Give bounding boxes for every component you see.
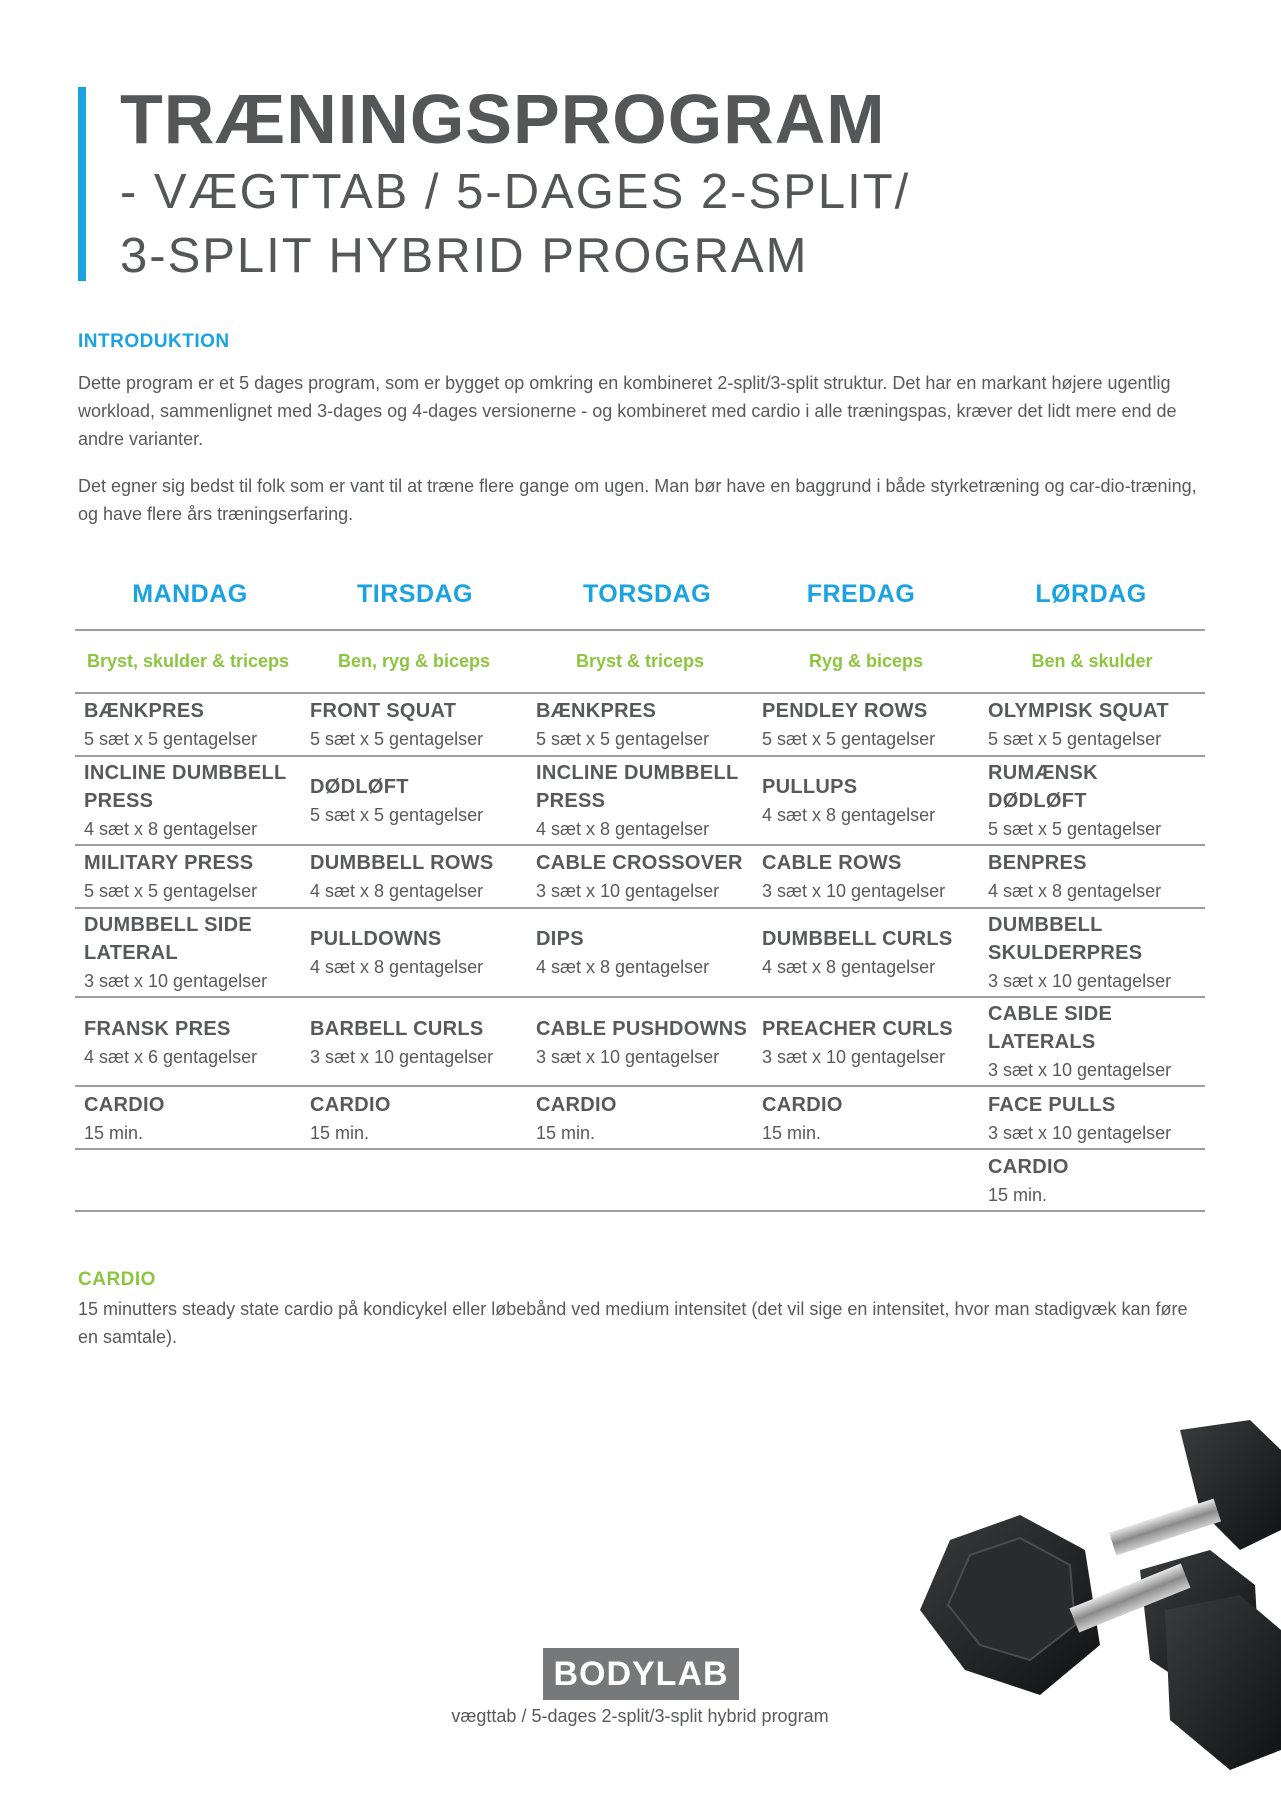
exercise-cell: [988, 911, 1214, 995]
day-header-tirsdag: TIRSDAG: [357, 580, 473, 608]
day-focus-torsdag: Bryst & triceps: [575, 651, 705, 671]
exercise-sets: 3 sæt x 10 gentagelser: [762, 1047, 946, 1067]
table-divider: [75, 996, 1205, 998]
table-divider: [75, 629, 1205, 631]
exercise-name: FRONT SQUAT: [310, 700, 457, 722]
exercise-name: RUMÆNSK: [988, 762, 1098, 784]
exercise-name: MILITARY PRESS: [84, 852, 254, 874]
page-subtitle-line2: 3-SPLIT HYBRID PROGRAM: [120, 229, 809, 283]
exercise-name: CABLE ROWS: [762, 852, 902, 874]
exercise-cell: [988, 849, 1214, 905]
exercise-sets: 15 min.: [84, 1123, 144, 1143]
exercise-cell: [84, 759, 310, 843]
exercise-cell: [536, 697, 762, 753]
exercise-cell: [762, 849, 988, 905]
exercise-sets: 5 sæt x 5 gentagelser: [988, 819, 1162, 839]
exercise-cell: [988, 759, 1214, 843]
exercise-name: BARBELL CURLS: [310, 1018, 484, 1040]
exercise-name: CABLE SIDE: [988, 1003, 1113, 1025]
exercise-sets: 5 sæt x 5 gentagelser: [84, 729, 258, 749]
exercise-name: FACE PULLS: [988, 1094, 1116, 1116]
day-header-mandag: MANDAG: [132, 580, 248, 608]
exercise-name: OLYMPISK SQUAT: [988, 700, 1169, 722]
table-divider: [75, 1148, 1205, 1150]
day-header-fredag: FREDAG: [806, 580, 916, 608]
exercise-sets: 4 sæt x 8 gentagelser: [762, 805, 936, 825]
table-divider: [75, 692, 1205, 694]
exercise-cell: [762, 773, 988, 829]
exercise-cell: [536, 1015, 762, 1071]
exercise-sets: 4 sæt x 8 gentagelser: [310, 881, 484, 901]
footer-caption: vægttab / 5-dages 2-split/3-split hybrid program: [451, 1706, 829, 1726]
exercise-name: BÆNKPRES: [536, 700, 657, 722]
day-focus-tirsdag: Ben, ryg & biceps: [337, 651, 491, 671]
exercise-sets: 3 sæt x 10 gentagelser: [84, 971, 268, 991]
exercise-cell: [762, 1091, 988, 1147]
intro-paragraph-2: Det egner sig bedst til folk som er vant til at træne flere gange om ugen. Man bør have en baggrund i både styrketræning og car-dio-træning, og have flere års træningserfaring.: [78, 476, 1197, 524]
exercise-sets: 4 sæt x 8 gentagelser: [536, 957, 710, 977]
exercise-sets: 4 sæt x 8 gentagelser: [84, 819, 258, 839]
exercise-sets: 5 sæt x 5 gentagelser: [536, 729, 710, 749]
day-header-torsdag: TORSDAG: [582, 580, 712, 608]
exercise-sets: 4 sæt x 6 gentagelser: [84, 1047, 258, 1067]
exercise-sets: 3 sæt x 10 gentagelser: [762, 881, 946, 901]
exercise-name: DUMBBELL: [988, 914, 1103, 936]
exercise-name: CARDIO: [310, 1094, 391, 1116]
exercise-sets: 3 sæt x 10 gentagelser: [536, 881, 720, 901]
exercise-sets: 15 min.: [536, 1123, 596, 1143]
exercise-sets: 15 min.: [310, 1123, 370, 1143]
exercise-cell: [84, 849, 310, 905]
exercise-sets: 3 sæt x 10 gentagelser: [310, 1047, 494, 1067]
exercise-name: DUMBBELL CURLS: [762, 928, 953, 950]
exercise-cell: [310, 925, 536, 981]
exercise-name: CABLE CROSSOVER: [536, 852, 743, 874]
page-subtitle-line1: - VÆGTTAB / 5-DAGES 2-SPLIT/: [120, 165, 911, 219]
exercise-name: LATERAL: [84, 942, 178, 964]
exercise-cell: [536, 1091, 762, 1147]
exercise-cell: [84, 697, 310, 753]
exercise-sets: 15 min.: [988, 1185, 1048, 1205]
exercise-sets: 5 sæt x 5 gentagelser: [310, 729, 484, 749]
table-divider: [75, 844, 1205, 846]
exercise-cell: [84, 911, 310, 995]
exercise-sets: 4 sæt x 8 gentagelser: [536, 819, 710, 839]
exercise-name: CARDIO: [84, 1094, 165, 1116]
exercise-cell: [988, 1000, 1214, 1084]
day-focus-mandag: Bryst, skulder & triceps: [86, 651, 290, 671]
exercise-name: DØDLØFT: [310, 776, 409, 798]
exercise-sets: 4 sæt x 8 gentagelser: [310, 957, 484, 977]
table-divider: [75, 907, 1205, 909]
exercise-sets: 4 sæt x 8 gentagelser: [762, 957, 936, 977]
exercise-sets: 3 sæt x 10 gentagelser: [988, 971, 1172, 991]
exercise-name: CARDIO: [536, 1094, 617, 1116]
exercise-name: INCLINE DUMBBELL: [536, 762, 739, 784]
page-title: TRÆNINGSPROGRAM: [120, 80, 886, 158]
exercise-name: INCLINE DUMBBELL: [84, 762, 287, 784]
exercise-cell: [988, 697, 1214, 753]
exercise-sets: 5 sæt x 5 gentagelser: [762, 729, 936, 749]
cardio-description: 15 minutters steady state cardio på kondicykel eller løbebånd ved medium intensitet (det vil sige en intensitet, hvor man stadigvæk kan føre en samtale).: [78, 1299, 1188, 1347]
exercise-cell: [310, 1091, 536, 1147]
exercise-cell: [84, 1015, 310, 1071]
exercise-cell: [988, 1153, 1214, 1209]
exercise-name: DUMBBELL SIDE: [84, 914, 252, 936]
exercise-name: DØDLØFT: [988, 790, 1087, 812]
exercise-sets: 5 sæt x 5 gentagelser: [84, 881, 258, 901]
exercise-name: PRESS: [84, 790, 154, 812]
exercise-name: BENPRES: [988, 852, 1087, 874]
exercise-sets: 3 sæt x 10 gentagelser: [988, 1060, 1172, 1080]
intro-paragraph-1: Dette program er et 5 dages program, som er bygget op omkring en kombineret 2-split/3-split struktur. Det har en markant højere ugentlig workload, sammenlignet med 3-dages og 4-dages versionerne - og kombineret med cardio i alle træningspas, kræver det lidt mere end de andre varianter.: [78, 373, 1177, 449]
exercise-cell: [536, 759, 762, 843]
table-divider: [75, 1085, 1205, 1087]
exercise-cell: [310, 1015, 536, 1071]
exercise-name: PULLDOWNS: [310, 928, 442, 950]
exercise-name: DIPS: [536, 928, 584, 950]
bodylab-logo: BODYLAB: [543, 1648, 739, 1700]
day-focus-lordag: Ben & skulder: [1031, 651, 1153, 671]
exercise-name: DUMBBELL ROWS: [310, 852, 494, 874]
exercise-cell: [310, 697, 536, 753]
exercise-name: CARDIO: [988, 1156, 1069, 1178]
exercise-cell: [762, 1015, 988, 1071]
exercise-sets: 5 sæt x 5 gentagelser: [310, 805, 484, 825]
exercise-sets: 3 sæt x 10 gentagelser: [988, 1123, 1172, 1143]
exercise-sets: 15 min.: [762, 1123, 822, 1143]
table-divider: [75, 1210, 1205, 1212]
exercise-name: LATERALS: [988, 1031, 1096, 1053]
exercise-name: PREACHER CURLS: [762, 1018, 953, 1040]
dumbbell-image: [910, 1420, 1281, 1770]
exercise-cell: [84, 1091, 310, 1147]
table-divider: [75, 755, 1205, 757]
day-header-lordag: LØRDAG: [1035, 580, 1147, 608]
exercise-name: CABLE PUSHDOWNS: [536, 1018, 748, 1040]
exercise-cell: [762, 697, 988, 753]
exercise-name: BÆNKPRES: [84, 700, 205, 722]
cardio-heading: CARDIO: [78, 1269, 156, 1290]
exercise-name: PRESS: [536, 790, 606, 812]
exercise-cell: [988, 1091, 1214, 1147]
exercise-sets: 5 sæt x 5 gentagelser: [988, 729, 1162, 749]
exercise-sets: 4 sæt x 8 gentagelser: [988, 881, 1162, 901]
exercise-cell: [310, 773, 536, 829]
exercise-name: PENDLEY ROWS: [762, 700, 928, 722]
exercise-sets: 3 sæt x 10 gentagelser: [536, 1047, 720, 1067]
intro-heading: INTRODUKTION: [78, 331, 230, 352]
exercise-cell: [536, 925, 762, 981]
exercise-name: CARDIO: [762, 1094, 843, 1116]
title-accent-bar: [78, 87, 86, 281]
day-focus-fredag: Ryg & biceps: [808, 651, 924, 671]
exercise-cell: [762, 925, 988, 981]
exercise-name: PULLUPS: [762, 776, 858, 798]
exercise-cell: [536, 849, 762, 905]
exercise-name: SKULDERPRES: [988, 942, 1143, 964]
exercise-cell: [310, 849, 536, 905]
exercise-name: FRANSK PRES: [84, 1018, 231, 1040]
